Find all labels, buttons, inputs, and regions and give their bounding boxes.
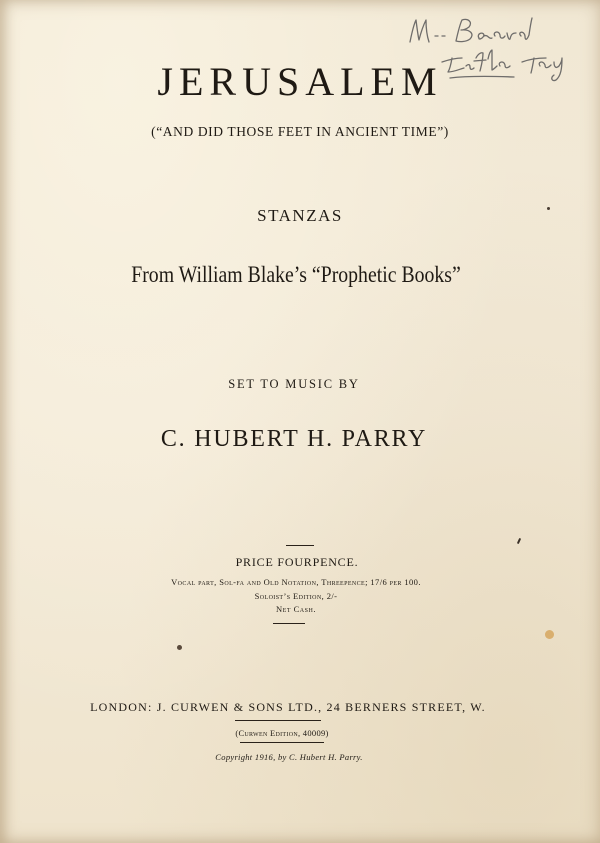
publisher-line: LONDON: J. CURWEN & SONS LTD., 24 BERNERS STREET, W. [90,700,486,714]
page-title: JERUSALEM [157,59,443,104]
soloist-edition-line: Soloist’s Edition, 2/- [254,591,338,601]
vocal-part-line: Vocal part, Sol-fa and Old Notation, Threepence; 17/6 per 100. [171,577,421,587]
price-line: PRICE FOURPENCE. [235,555,359,569]
paper-stain [177,645,182,650]
set-to-music-label: SET TO MUSIC BY [228,377,360,391]
subtitle: (“AND DID THOSE FEET IN ANCIENT TIME”) [151,124,449,139]
edition-line: (Curwen Edition, 40009) [235,728,329,738]
divider-rule [273,623,305,624]
source-line: From William Blake’s “Prophetic Books” [131,262,461,287]
net-cash-line: Net Cash. [276,604,316,614]
composer-name: C. HUBERT H. PARRY [160,426,428,452]
paper-stain [517,538,521,544]
copyright-line: Copyright 1916, by C. Hubert H. Parry. [215,752,363,762]
paper-stain [547,207,550,210]
divider-rule [235,720,321,721]
paper-stain [545,630,554,639]
stanzas-label: STANZAS [257,206,343,225]
divider-rule [240,742,324,743]
divider-rule [286,545,314,546]
